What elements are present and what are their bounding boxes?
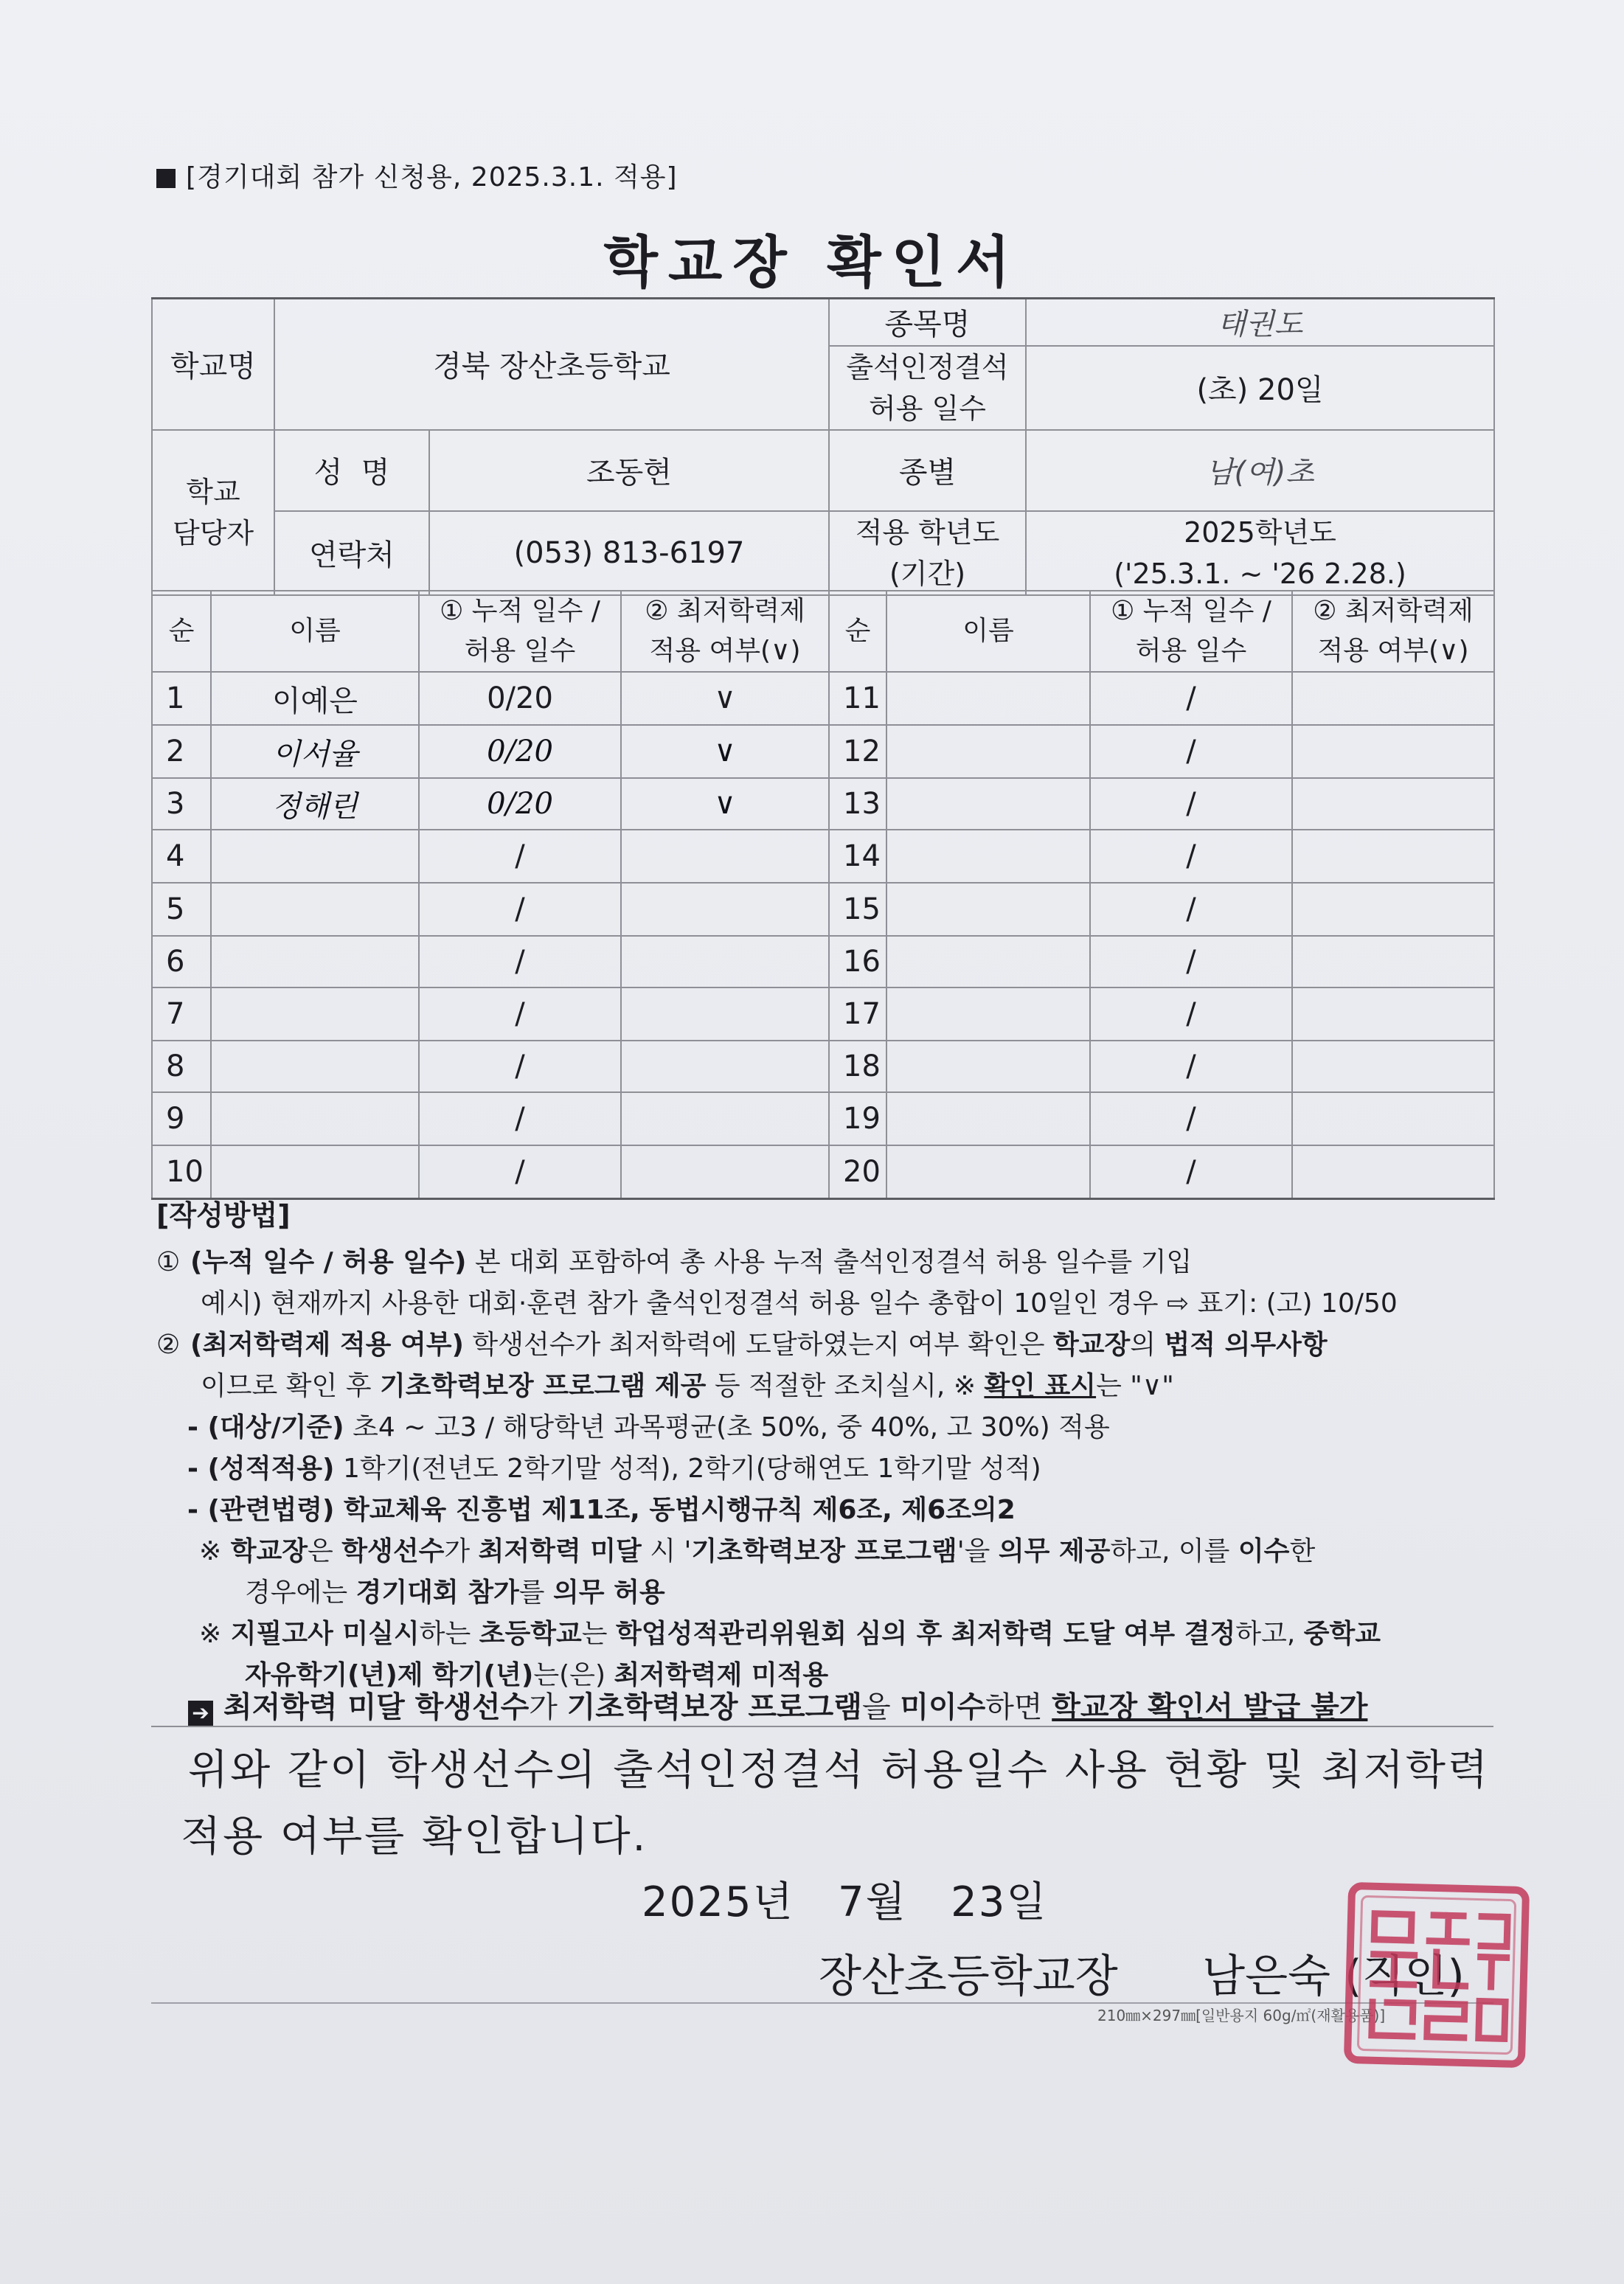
student-name [886, 1145, 1090, 1198]
roster-row [152, 883, 1494, 936]
min-academic-check [1292, 1145, 1494, 1198]
arrow-icon: ➔ [188, 1701, 213, 1726]
student-number: 8 [152, 1041, 211, 1092]
square-bullet-icon [156, 169, 176, 188]
principal-signature: 장산초등학교장 남은숙 (직인) [819, 1951, 1465, 2002]
min-academic-check [1292, 1041, 1494, 1092]
instruction-1-example: 예시) 현재까지 사용한 대회·훈련 참가 출석인정결석 허용 일수 총합이 10일인 경우 ⇨ 표기: (고) 10/50 [201, 1288, 1398, 1319]
student-number: 16 [829, 936, 886, 987]
student-name [886, 1092, 1090, 1145]
min-academic-check [1292, 830, 1494, 883]
absence-days: / [1090, 1092, 1292, 1145]
student-number: 2 [152, 725, 211, 778]
student-name [886, 987, 1090, 1041]
contact-label: 연락처 [274, 511, 429, 595]
student-number: 15 [829, 883, 886, 936]
school-year-label: 적용 학년도 (기간) [829, 511, 1026, 595]
official-seal-stamp [1342, 1880, 1533, 2071]
absence-days: / [1090, 778, 1292, 830]
manager-name-label: 성 명 [274, 430, 429, 511]
student-name: 이서율 [211, 725, 419, 778]
student-number: 1 [152, 672, 211, 725]
student-roster-table [151, 590, 1495, 1200]
min-academic-check [621, 1092, 829, 1145]
student-name [886, 830, 1090, 883]
student-number: 20 [829, 1145, 886, 1198]
student-number: 5 [152, 883, 211, 936]
absence-days: / [1090, 672, 1292, 725]
roster-row [152, 778, 1494, 830]
roster-row [152, 725, 1494, 778]
absence-days: / [1090, 936, 1292, 987]
roster-header-row [152, 591, 1494, 672]
school-name-label: 학교명 [152, 299, 274, 430]
absence-allowance-label: 출석인정결석 허용 일수 [829, 346, 1026, 430]
instruction-1: ① (누적 일수 / 허용 일수) 본 대회 포함하여 총 사용 누적 출석인정결석 허용 일수를 기입 [156, 1247, 1193, 1277]
min-academic-check: ∨ [621, 672, 829, 725]
roster-row [152, 1145, 1494, 1198]
student-number: 19 [829, 1092, 886, 1145]
absence-days: / [419, 987, 621, 1041]
min-academic-check [621, 1041, 829, 1092]
absence-days: / [419, 883, 621, 936]
category-label: 종별 [829, 430, 1026, 511]
absence-days: / [1090, 1041, 1292, 1092]
min-academic-check [1292, 883, 1494, 936]
student-name [886, 778, 1090, 830]
student-number: 3 [152, 778, 211, 830]
absence-days: 0/20 [419, 725, 621, 778]
contact-value: (053) 813-6197 [429, 511, 829, 595]
absence-days: / [1090, 883, 1292, 936]
min-academic-check [1292, 936, 1494, 987]
student-name [211, 936, 419, 987]
absence-days: / [419, 1092, 621, 1145]
min-academic-check [621, 1145, 829, 1198]
roster-row [152, 987, 1494, 1041]
roster-row [152, 830, 1494, 883]
student-name: 정해린 [211, 778, 419, 830]
student-number: 13 [829, 778, 886, 830]
roster-row [152, 1041, 1494, 1092]
student-number: 4 [152, 830, 211, 883]
absence-days: 0/20 [419, 778, 621, 830]
student-name [211, 1145, 419, 1198]
min-academic-check [1292, 672, 1494, 725]
student-number: 17 [829, 987, 886, 1041]
absence-days: 0/20 [419, 672, 621, 725]
warning-notice: ➔ 최저학력 미달 학생선수가 기초학력보장 프로그램을 미이수하면 학교장 확인서 발급 불가 [188, 1684, 1367, 1726]
remark-1-line2: 경우에는 경기대회 참가를 의무 허용 [245, 1577, 665, 1608]
min-academic-check [1292, 725, 1494, 778]
remark-2: ※ 지필고사 미실시하는 초등학교는 학업성적관리위원회 심의 후 최저학력 도달 여부 결정하고, 중학교 [199, 1619, 1381, 1649]
header-min-academic: ② 최저학력제 적용 여부(∨) [621, 591, 829, 672]
criteria-laws: - (관련법령) 학교체육 진흥법 제11조, 동법시행규칙 제6조, 제6조의2 [187, 1495, 1016, 1525]
issue-date: 2025년 7월 23일 [642, 1878, 1048, 1926]
student-number: 11 [829, 672, 886, 725]
student-number: 12 [829, 725, 886, 778]
category-value: 남(여)초 [1026, 430, 1494, 511]
min-academic-check [621, 987, 829, 1041]
manager-label: 학교 담당자 [152, 430, 274, 595]
min-academic-check [621, 830, 829, 883]
student-name [886, 672, 1090, 725]
student-name [886, 883, 1090, 936]
header-no-right: 순 [829, 591, 886, 672]
student-number: 9 [152, 1092, 211, 1145]
student-number: 10 [152, 1145, 211, 1198]
min-academic-check: ∨ [621, 725, 829, 778]
min-academic-check [621, 936, 829, 987]
header-days-right: ① 누적 일수 / 허용 일수 [1090, 591, 1292, 672]
roster-row [152, 936, 1494, 987]
min-academic-check [1292, 987, 1494, 1041]
min-academic-check [1292, 778, 1494, 830]
instruction-2-line2: 이므로 확인 후 기초학력보장 프로그램 제공 등 적절한 조치실시, ※ 확인 표시는 "∨" [201, 1371, 1174, 1401]
school-name-value: 경북 장산초등학교 [274, 299, 829, 430]
paper-spec: 210㎜×297㎜[일반용지 60g/㎡(재활용품)] [1097, 2007, 1386, 2024]
student-name: 이예은 [211, 672, 419, 725]
manager-name-value: 조동현 [429, 430, 829, 511]
student-name [211, 1092, 419, 1145]
form-usage-tag: [경기대회 참가 신청용, 2025.3.1. 적용] [156, 156, 678, 194]
remark-1: ※ 학교장은 학생선수가 최저학력 미달 시 '기초학력보장 프로그램'을 의무 제공하고, 이를 이수한 [199, 1536, 1316, 1566]
absence-days: / [419, 1145, 621, 1198]
absence-days: / [419, 1041, 621, 1092]
student-name [211, 987, 419, 1041]
instruction-2: ② (최저학력제 적용 여부) 학생선수가 최저학력에 도달하였는지 여부 확인은 학교장의 법적 의무사항 [156, 1330, 1328, 1360]
sport-value: 태권도 [1026, 299, 1494, 346]
criteria-target: - (대상/기준) 초4 ~ 고3 / 해당학년 과목평균(초 50%, 중 40%, 고 30%) 적용 [187, 1412, 1110, 1443]
school-info-table [151, 297, 1495, 596]
header-name: 이름 [211, 591, 419, 672]
absence-days: / [1090, 987, 1292, 1041]
header-days: ① 누적 일수 / 허용 일수 [419, 591, 621, 672]
absence-days: / [1090, 830, 1292, 883]
document-title: 학교장 확인서 [603, 229, 1021, 295]
header-min-academic-right: ② 최저학력제 적용 여부(∨) [1292, 591, 1494, 672]
student-name [886, 725, 1090, 778]
student-name [211, 830, 419, 883]
student-name [211, 1041, 419, 1092]
header-name-right: 이름 [886, 591, 1090, 672]
student-name [211, 883, 419, 936]
min-academic-check: ∨ [621, 778, 829, 830]
absence-days: / [1090, 1145, 1292, 1198]
divider [151, 1726, 1493, 1727]
school-year-value: 2025학년도 ('25.3.1. ~ '26 2.28.) [1026, 511, 1494, 595]
student-name [886, 936, 1090, 987]
instructions-heading: [작성방법] [156, 1199, 291, 1232]
sport-label: 종목명 [829, 299, 1026, 346]
absence-allowance-value: (초) 20일 [1026, 346, 1494, 430]
absence-days: / [419, 936, 621, 987]
student-name [886, 1041, 1090, 1092]
absence-days: / [419, 830, 621, 883]
student-number: 18 [829, 1041, 886, 1092]
roster-row [152, 672, 1494, 725]
confirmation-text: 위와 같이 학생선수의 출석인정결석 허용일수 사용 현황 및 최저학력 적용 여부를 확인합니다. [181, 1746, 1491, 1861]
writing-instructions [156, 1195, 1499, 1696]
min-academic-check [1292, 1092, 1494, 1145]
student-number: 7 [152, 987, 211, 1041]
min-academic-check [621, 883, 829, 936]
criteria-grades: - (성적적용) 1학기(전년도 2학기말 성적), 2학기(당해연도 1학기말 성적) [187, 1454, 1041, 1484]
student-number: 6 [152, 936, 211, 987]
student-number: 14 [829, 830, 886, 883]
remark-2-line2: 자유학기(년)제 학기(년)는(은) 최저학력제 미적용 [245, 1660, 829, 1690]
roster-row [152, 1092, 1494, 1145]
header-no: 순 [152, 591, 211, 672]
absence-days: / [1090, 725, 1292, 778]
